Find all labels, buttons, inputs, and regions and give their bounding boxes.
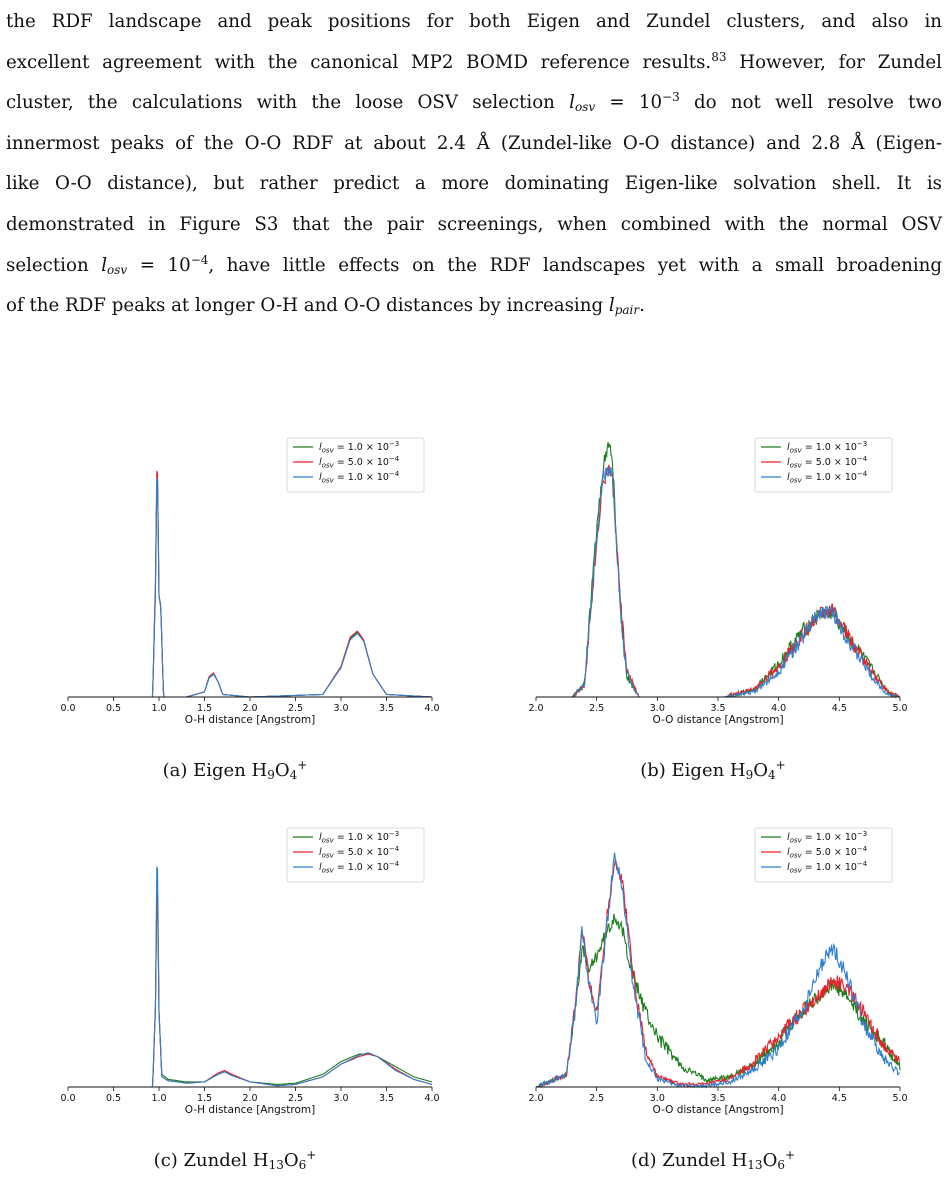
x-tick-label: 3.5 — [378, 703, 395, 714]
caption-a: (a) Eigen $H_9O_4^+$ — [162, 758, 308, 782]
x-tick-label: 2.5 — [287, 703, 304, 714]
x-tick-label: 0.5 — [105, 703, 122, 714]
caption-d: (d) Zundel $H_{13}O_6^+$ — [630, 1148, 796, 1172]
citation-ref: 83 — [711, 49, 727, 64]
series-line-3 — [68, 868, 432, 1088]
series-line-1 — [68, 482, 432, 697]
x-tick-label: 2.0 — [242, 1093, 258, 1104]
series-line-3 — [536, 467, 900, 697]
x-axis-label: O-H distance [Angstrom] — [184, 714, 316, 726]
legend-entry: $l_{osv} = 1.0 \times 10^{-3}$ — [319, 830, 400, 845]
body-paragraph — [6, 2, 942, 327]
series-line-3 — [536, 853, 900, 1087]
chart-c — [60, 820, 440, 1125]
caption-c: (c) Zundel $H_{13}O_6^+$ — [153, 1148, 317, 1172]
x-tick-label: 3.5 — [710, 703, 726, 714]
text-line: the RDF landscape and peak positions for both Eigen and Zundel clusters, and also in — [6, 11, 942, 32]
x-axis-label: O-O distance [Angstrom] — [652, 714, 784, 726]
legend-entry: $l_{osv} = 1.0 \times 10^{-3}$ — [319, 440, 400, 455]
legend-entry: $l_{osv} = 5.0 \times 10^{-4}$ — [319, 845, 400, 860]
series-line-2 — [68, 471, 432, 697]
x-tick-label: 4.0 — [424, 1093, 440, 1104]
x-tick-label: 5.0 — [892, 1093, 908, 1104]
legend-entry: $l_{osv} = 1.0 \times 10^{-4}$ — [787, 470, 868, 485]
text-line: selection $l_{osv} = 10^{-4}$, have little effects on the RDF landscapes yet with a small broadening — [6, 252, 942, 277]
x-tick-label: 4.0 — [424, 703, 440, 714]
caption-b: (b) Eigen $H_9O_4^+$ — [640, 758, 786, 782]
x-tick-label: 3.5 — [710, 1093, 726, 1104]
x-tick-label: 2.5 — [589, 703, 605, 714]
x-tick-label: 4.0 — [771, 1093, 787, 1104]
x-tick-label: 1.0 — [151, 703, 167, 714]
x-tick-label: 1.5 — [196, 1093, 213, 1104]
x-tick-label: 3.0 — [649, 1093, 665, 1104]
x-tick-label: 3.0 — [649, 703, 665, 714]
x-tick-label: 2.0 — [528, 1093, 544, 1104]
legend-entry: $l_{osv} = 1.0 \times 10^{-4}$ — [319, 470, 400, 485]
x-tick-label: 4.5 — [831, 703, 847, 714]
x-tick-label: 0.0 — [60, 703, 76, 714]
x-tick-label: 1.0 — [151, 1093, 167, 1104]
legend-entry: $l_{osv} = 5.0 \times 10^{-4}$ — [787, 455, 868, 470]
legend-entry: $l_{osv} = 1.0 \times 10^{-4}$ — [319, 860, 400, 875]
legend-entry: $l_{osv} = 1.0 \times 10^{-3}$ — [787, 830, 868, 845]
x-axis-label: O-O distance [Angstrom] — [652, 1104, 784, 1116]
chart-a — [60, 430, 440, 735]
legend-entry: $l_{osv} = 1.0 \times 10^{-3}$ — [787, 440, 868, 455]
x-tick-label: 2.5 — [287, 1093, 304, 1104]
x-tick-label: 2.0 — [528, 703, 544, 714]
series-line-2 — [68, 899, 432, 1087]
x-tick-label: 0.0 — [60, 1093, 76, 1104]
x-tick-label: 1.5 — [196, 703, 213, 714]
series-line-1 — [536, 914, 900, 1087]
x-axis-label: O-H distance [Angstrom] — [184, 1104, 316, 1116]
text-line: demonstrated in Figure S3 that the pair screenings, when combined with the normal OSV — [6, 213, 942, 235]
text-line: innermost peaks of the O-O RDF at about 2.4 Å (Zundel-like O-O distance) and 2.8 Å (Eigen- — [6, 132, 942, 154]
x-tick-label: 2.5 — [589, 1093, 605, 1104]
text-line: like O-O distance), but rather predict a more dominating Eigen-like solvation shell. It is — [6, 173, 942, 195]
x-tick-label: 2.0 — [242, 703, 258, 714]
text-line: cluster, the calculations with the loose OSV selection $l_{osv} = 10^{-3}$ do not well resolve two — [6, 90, 942, 115]
series-line-3 — [68, 479, 432, 697]
legend-entry: $l_{osv} = 5.0 \times 10^{-4}$ — [787, 845, 868, 860]
x-tick-label: 3.0 — [333, 1093, 349, 1104]
x-tick-label: 3.5 — [378, 1093, 395, 1104]
chart-d — [528, 820, 908, 1125]
text-line: excellent agreement with the canonical MP2 BOMD reference results.$^{83}$ However, for Zundel — [6, 49, 942, 73]
text-line: of the RDF peaks at longer O-H and O-O distances by increasing $l_{pair}$. — [6, 295, 645, 318]
x-tick-label: 5.0 — [892, 703, 908, 714]
legend-entry: $l_{osv} = 5.0 \times 10^{-4}$ — [319, 455, 400, 470]
x-tick-label: 0.5 — [105, 1093, 122, 1104]
series-line-2 — [536, 465, 900, 697]
x-tick-label: 4.5 — [831, 1093, 847, 1104]
series-line-1 — [68, 893, 432, 1087]
legend-entry: $l_{osv} = 1.0 \times 10^{-4}$ — [787, 860, 868, 875]
x-tick-label: 4.0 — [771, 703, 787, 714]
chart-b — [528, 430, 908, 735]
x-tick-label: 3.0 — [333, 703, 349, 714]
